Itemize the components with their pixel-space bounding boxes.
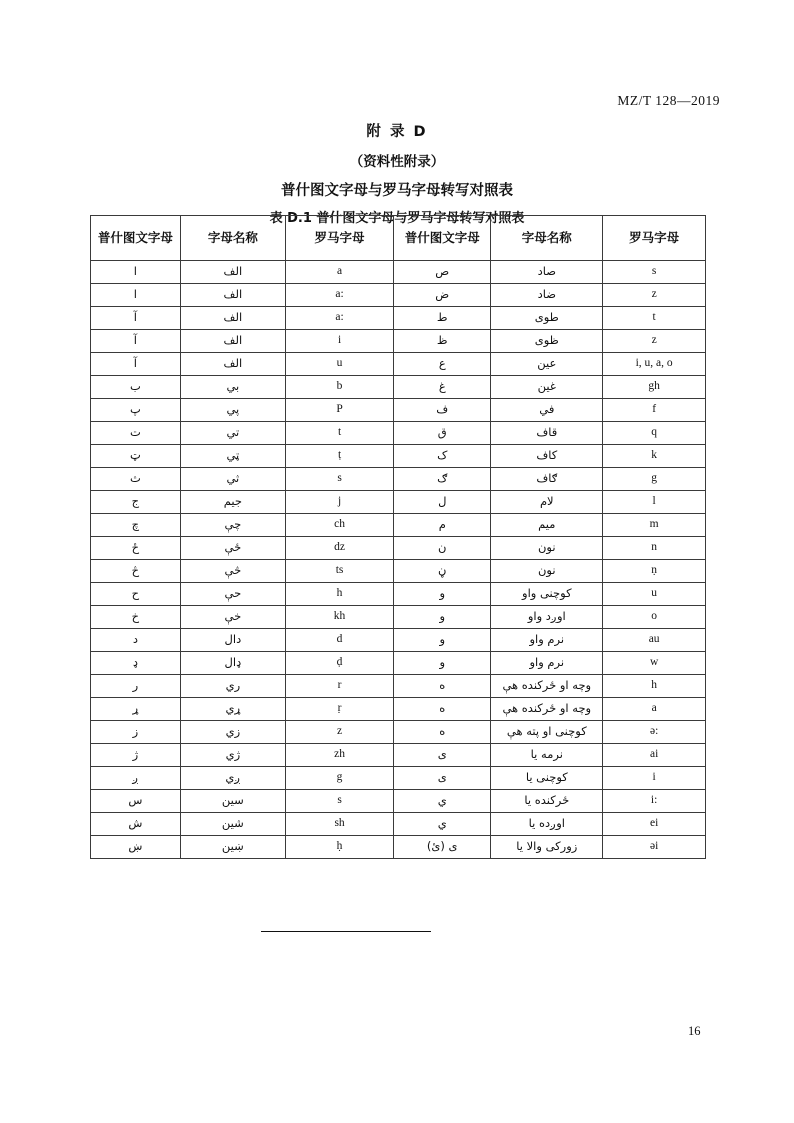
appendix-titles bbox=[0, 120, 794, 226]
table-row bbox=[91, 468, 706, 491]
pashto-letter-right: ک bbox=[394, 445, 491, 468]
table-row bbox=[91, 767, 706, 790]
roman-letter-left: s bbox=[285, 468, 393, 491]
roman-letter-right: i, u, a, o bbox=[603, 353, 706, 376]
letter-name-right: وچه او ځرکنده هې bbox=[491, 698, 603, 721]
pashto-letter-right: م bbox=[394, 514, 491, 537]
pashto-letter-left: آ bbox=[91, 307, 181, 330]
pashto-letter-right: ظ bbox=[394, 330, 491, 353]
table-row bbox=[91, 813, 706, 836]
letter-name-left: څې bbox=[180, 560, 285, 583]
pashto-letter-right: ق bbox=[394, 422, 491, 445]
pashto-letter-left: ا bbox=[91, 261, 181, 284]
letter-name-left: ډال bbox=[180, 652, 285, 675]
table-row bbox=[91, 675, 706, 698]
table-caption: 表 D.1 普什图文字母与罗马字母转写对照表 bbox=[269, 211, 525, 226]
pashto-letter-right: ي bbox=[394, 790, 491, 813]
roman-letter-left: s bbox=[285, 790, 393, 813]
roman-letter-right: g bbox=[603, 468, 706, 491]
pashto-letter-left: ز bbox=[91, 721, 181, 744]
table-row bbox=[91, 721, 706, 744]
roman-letter-right: m bbox=[603, 514, 706, 537]
roman-letter-right: gh bbox=[603, 376, 706, 399]
roman-letter-left: t bbox=[285, 422, 393, 445]
table-row bbox=[91, 353, 706, 376]
letter-name-left: زي bbox=[180, 721, 285, 744]
pashto-letter-left: ا bbox=[91, 284, 181, 307]
letter-name-left: شين bbox=[180, 813, 285, 836]
letter-name-left: حې bbox=[180, 583, 285, 606]
roman-letter-right: au bbox=[603, 629, 706, 652]
pashto-letter-right: ګ bbox=[394, 468, 491, 491]
roman-letter-left: ch bbox=[285, 514, 393, 537]
table-row bbox=[91, 514, 706, 537]
appendix-title: 附 录 D bbox=[366, 124, 428, 140]
table-row bbox=[91, 330, 706, 353]
pashto-letter-left: ړ bbox=[91, 698, 181, 721]
table-row bbox=[91, 629, 706, 652]
letter-name-left: ړي bbox=[180, 698, 285, 721]
roman-letter-left: ḥ bbox=[285, 836, 393, 859]
table-row bbox=[91, 376, 706, 399]
pashto-letter-left: ډ bbox=[91, 652, 181, 675]
roman-letter-right: i bbox=[603, 767, 706, 790]
table-row bbox=[91, 261, 706, 284]
appendix-heading: 普什图文字母与罗马字母转写对照表 bbox=[281, 183, 513, 199]
letter-name-left: الف bbox=[180, 284, 285, 307]
pashto-letter-right: ن bbox=[394, 537, 491, 560]
table-row bbox=[91, 790, 706, 813]
table-row bbox=[91, 836, 706, 859]
letter-name-left: ري bbox=[180, 675, 285, 698]
letter-name-left: سين bbox=[180, 790, 285, 813]
letter-name-left: ژي bbox=[180, 744, 285, 767]
pashto-letter-right: ى bbox=[394, 744, 491, 767]
table-row bbox=[91, 445, 706, 468]
letter-name-right: لام bbox=[491, 491, 603, 514]
roman-letter-left: a: bbox=[285, 284, 393, 307]
roman-letter-right: ə: bbox=[603, 721, 706, 744]
roman-letter-left: sh bbox=[285, 813, 393, 836]
letter-name-left: جيم bbox=[180, 491, 285, 514]
pashto-letter-left: ت bbox=[91, 422, 181, 445]
pashto-letter-left: ب bbox=[91, 376, 181, 399]
roman-letter-right: q bbox=[603, 422, 706, 445]
pashto-letter-right: ط bbox=[394, 307, 491, 330]
pashto-letter-right: ص bbox=[394, 261, 491, 284]
letter-name-right: ضاد bbox=[491, 284, 603, 307]
roman-letter-left: a: bbox=[285, 307, 393, 330]
letter-name-left: ږي bbox=[180, 767, 285, 790]
header-roman-letter-left: 罗马字母 bbox=[285, 216, 393, 261]
pashto-letter-left: د bbox=[91, 629, 181, 652]
letter-name-left: چې bbox=[180, 514, 285, 537]
letter-name-right: کاف bbox=[491, 445, 603, 468]
pashto-letter-right: غ bbox=[394, 376, 491, 399]
transliteration-table bbox=[90, 215, 706, 859]
letter-name-right: ګاف bbox=[491, 468, 603, 491]
pashto-letter-right: ى (ئ) bbox=[394, 836, 491, 859]
pashto-letter-right: ى bbox=[394, 767, 491, 790]
letter-name-right: وچه او ځرکنده هې bbox=[491, 675, 603, 698]
pashto-letter-right: ل bbox=[394, 491, 491, 514]
pashto-letter-left: پ bbox=[91, 399, 181, 422]
letter-name-right: نون bbox=[491, 560, 603, 583]
appendix-subtitle: （资料性附录） bbox=[349, 154, 445, 170]
pashto-letter-left: څ bbox=[91, 560, 181, 583]
letter-name-left: تي bbox=[180, 422, 285, 445]
table-row bbox=[91, 491, 706, 514]
letter-name-right: ځرکنده يا bbox=[491, 790, 603, 813]
pashto-letter-right: ه bbox=[394, 675, 491, 698]
roman-letter-left: u bbox=[285, 353, 393, 376]
table-row bbox=[91, 399, 706, 422]
letter-name-right: کوچنی يا bbox=[491, 767, 603, 790]
roman-letter-left: h bbox=[285, 583, 393, 606]
page-number: 16 bbox=[688, 1024, 701, 1038]
roman-letter-right: w bbox=[603, 652, 706, 675]
roman-letter-right: n bbox=[603, 537, 706, 560]
letter-name-left: الف bbox=[180, 330, 285, 353]
pashto-letter-right: ه bbox=[394, 698, 491, 721]
letter-name-left: بي bbox=[180, 376, 285, 399]
table-row bbox=[91, 744, 706, 767]
table-row bbox=[91, 307, 706, 330]
end-of-document-rule bbox=[261, 931, 431, 932]
pashto-letter-left: ژ bbox=[91, 744, 181, 767]
letter-name-left: الف bbox=[180, 307, 285, 330]
letter-name-right: اوږد واو bbox=[491, 606, 603, 629]
roman-letter-left: P bbox=[285, 399, 393, 422]
roman-letter-left: j bbox=[285, 491, 393, 514]
pashto-letter-right: ي bbox=[394, 813, 491, 836]
roman-letter-right: i: bbox=[603, 790, 706, 813]
pashto-letter-right: ف bbox=[394, 399, 491, 422]
table-row bbox=[91, 652, 706, 675]
roman-letter-right: k bbox=[603, 445, 706, 468]
pashto-letter-left: چ bbox=[91, 514, 181, 537]
letter-name-right: صاد bbox=[491, 261, 603, 284]
pashto-letter-right: ع bbox=[394, 353, 491, 376]
roman-letter-right: ṇ bbox=[603, 560, 706, 583]
pashto-letter-left: آ bbox=[91, 353, 181, 376]
letter-name-left: خې bbox=[180, 606, 285, 629]
table-row bbox=[91, 583, 706, 606]
pashto-letter-right: و bbox=[394, 629, 491, 652]
roman-letter-right: ei bbox=[603, 813, 706, 836]
roman-letter-right: s bbox=[603, 261, 706, 284]
roman-letter-left: a bbox=[285, 261, 393, 284]
roman-letter-right: h bbox=[603, 675, 706, 698]
letter-name-left: الف bbox=[180, 261, 285, 284]
roman-letter-right: o bbox=[603, 606, 706, 629]
letter-name-right: نرمه يا bbox=[491, 744, 603, 767]
pashto-letter-right: و bbox=[394, 606, 491, 629]
roman-letter-right: z bbox=[603, 284, 706, 307]
header-letter-name-left: 字母名称 bbox=[180, 216, 285, 261]
table-header-row bbox=[91, 216, 706, 261]
pashto-letter-left: ث bbox=[91, 468, 181, 491]
pashto-letter-left: ټ bbox=[91, 445, 181, 468]
letter-name-right: کوچنی او پته هې bbox=[491, 721, 603, 744]
pashto-letter-right: ه bbox=[394, 721, 491, 744]
letter-name-left: پي bbox=[180, 399, 285, 422]
document-number: MZ/T 128—2019 bbox=[617, 93, 720, 108]
roman-letter-left: r bbox=[285, 675, 393, 698]
roman-letter-right: l bbox=[603, 491, 706, 514]
pashto-letter-left: ح bbox=[91, 583, 181, 606]
pashto-letter-left: س bbox=[91, 790, 181, 813]
table-row bbox=[91, 698, 706, 721]
roman-letter-right: t bbox=[603, 307, 706, 330]
letter-name-left: ټي bbox=[180, 445, 285, 468]
pashto-letter-left: ر bbox=[91, 675, 181, 698]
pashto-letter-left: ج bbox=[91, 491, 181, 514]
table-row bbox=[91, 422, 706, 445]
letter-name-right: طوى bbox=[491, 307, 603, 330]
pashto-letter-right: ض bbox=[394, 284, 491, 307]
table-row bbox=[91, 284, 706, 307]
letter-name-right: ميم bbox=[491, 514, 603, 537]
letter-name-right: زورکی والا يا bbox=[491, 836, 603, 859]
letter-name-right: غين bbox=[491, 376, 603, 399]
roman-letter-right: a bbox=[603, 698, 706, 721]
roman-letter-left: kh bbox=[285, 606, 393, 629]
letter-name-right: عين bbox=[491, 353, 603, 376]
pashto-letter-left: ش bbox=[91, 813, 181, 836]
roman-letter-left: ts bbox=[285, 560, 393, 583]
pashto-letter-left: ښ bbox=[91, 836, 181, 859]
pashto-letter-left: آ bbox=[91, 330, 181, 353]
letter-name-right: في bbox=[491, 399, 603, 422]
roman-letter-right: ai bbox=[603, 744, 706, 767]
letter-name-right: ظوى bbox=[491, 330, 603, 353]
roman-letter-left: zh bbox=[285, 744, 393, 767]
letter-name-left: الف bbox=[180, 353, 285, 376]
letter-name-right: نرم واو bbox=[491, 629, 603, 652]
roman-letter-right: z bbox=[603, 330, 706, 353]
letter-name-right: اوږده يا bbox=[491, 813, 603, 836]
roman-letter-left: ṭ bbox=[285, 445, 393, 468]
roman-letter-right: f bbox=[603, 399, 706, 422]
roman-letter-right: əi bbox=[603, 836, 706, 859]
roman-letter-right: u bbox=[603, 583, 706, 606]
header-pashto-letter-left: 普什图文字母 bbox=[91, 216, 181, 261]
pashto-letter-left: خ bbox=[91, 606, 181, 629]
roman-letter-left: i bbox=[285, 330, 393, 353]
roman-letter-left: g bbox=[285, 767, 393, 790]
pashto-letter-right: و bbox=[394, 652, 491, 675]
letter-name-right: نون bbox=[491, 537, 603, 560]
roman-letter-left: b bbox=[285, 376, 393, 399]
letter-name-right: قاف bbox=[491, 422, 603, 445]
table-row bbox=[91, 560, 706, 583]
header-roman-letter-right: 罗马字母 bbox=[603, 216, 706, 261]
table-row bbox=[91, 537, 706, 560]
pashto-letter-right: ڼ bbox=[394, 560, 491, 583]
letter-name-right: نرم واو bbox=[491, 652, 603, 675]
roman-letter-left: ḍ bbox=[285, 652, 393, 675]
pashto-letter-left: ځ bbox=[91, 537, 181, 560]
pashto-letter-right: و bbox=[394, 583, 491, 606]
table-row bbox=[91, 606, 706, 629]
roman-letter-left: dz bbox=[285, 537, 393, 560]
letter-name-left: ځې bbox=[180, 537, 285, 560]
roman-letter-left: d bbox=[285, 629, 393, 652]
letter-name-left: دال bbox=[180, 629, 285, 652]
roman-letter-left: z bbox=[285, 721, 393, 744]
letter-name-left: ښين bbox=[180, 836, 285, 859]
letter-name-left: ثي bbox=[180, 468, 285, 491]
header-pashto-letter-right: 普什图文字母 bbox=[394, 216, 491, 261]
header-letter-name-right: 字母名称 bbox=[491, 216, 603, 261]
letter-name-right: کوچنی واو bbox=[491, 583, 603, 606]
roman-letter-left: ṛ bbox=[285, 698, 393, 721]
pashto-letter-left: ږ bbox=[91, 767, 181, 790]
